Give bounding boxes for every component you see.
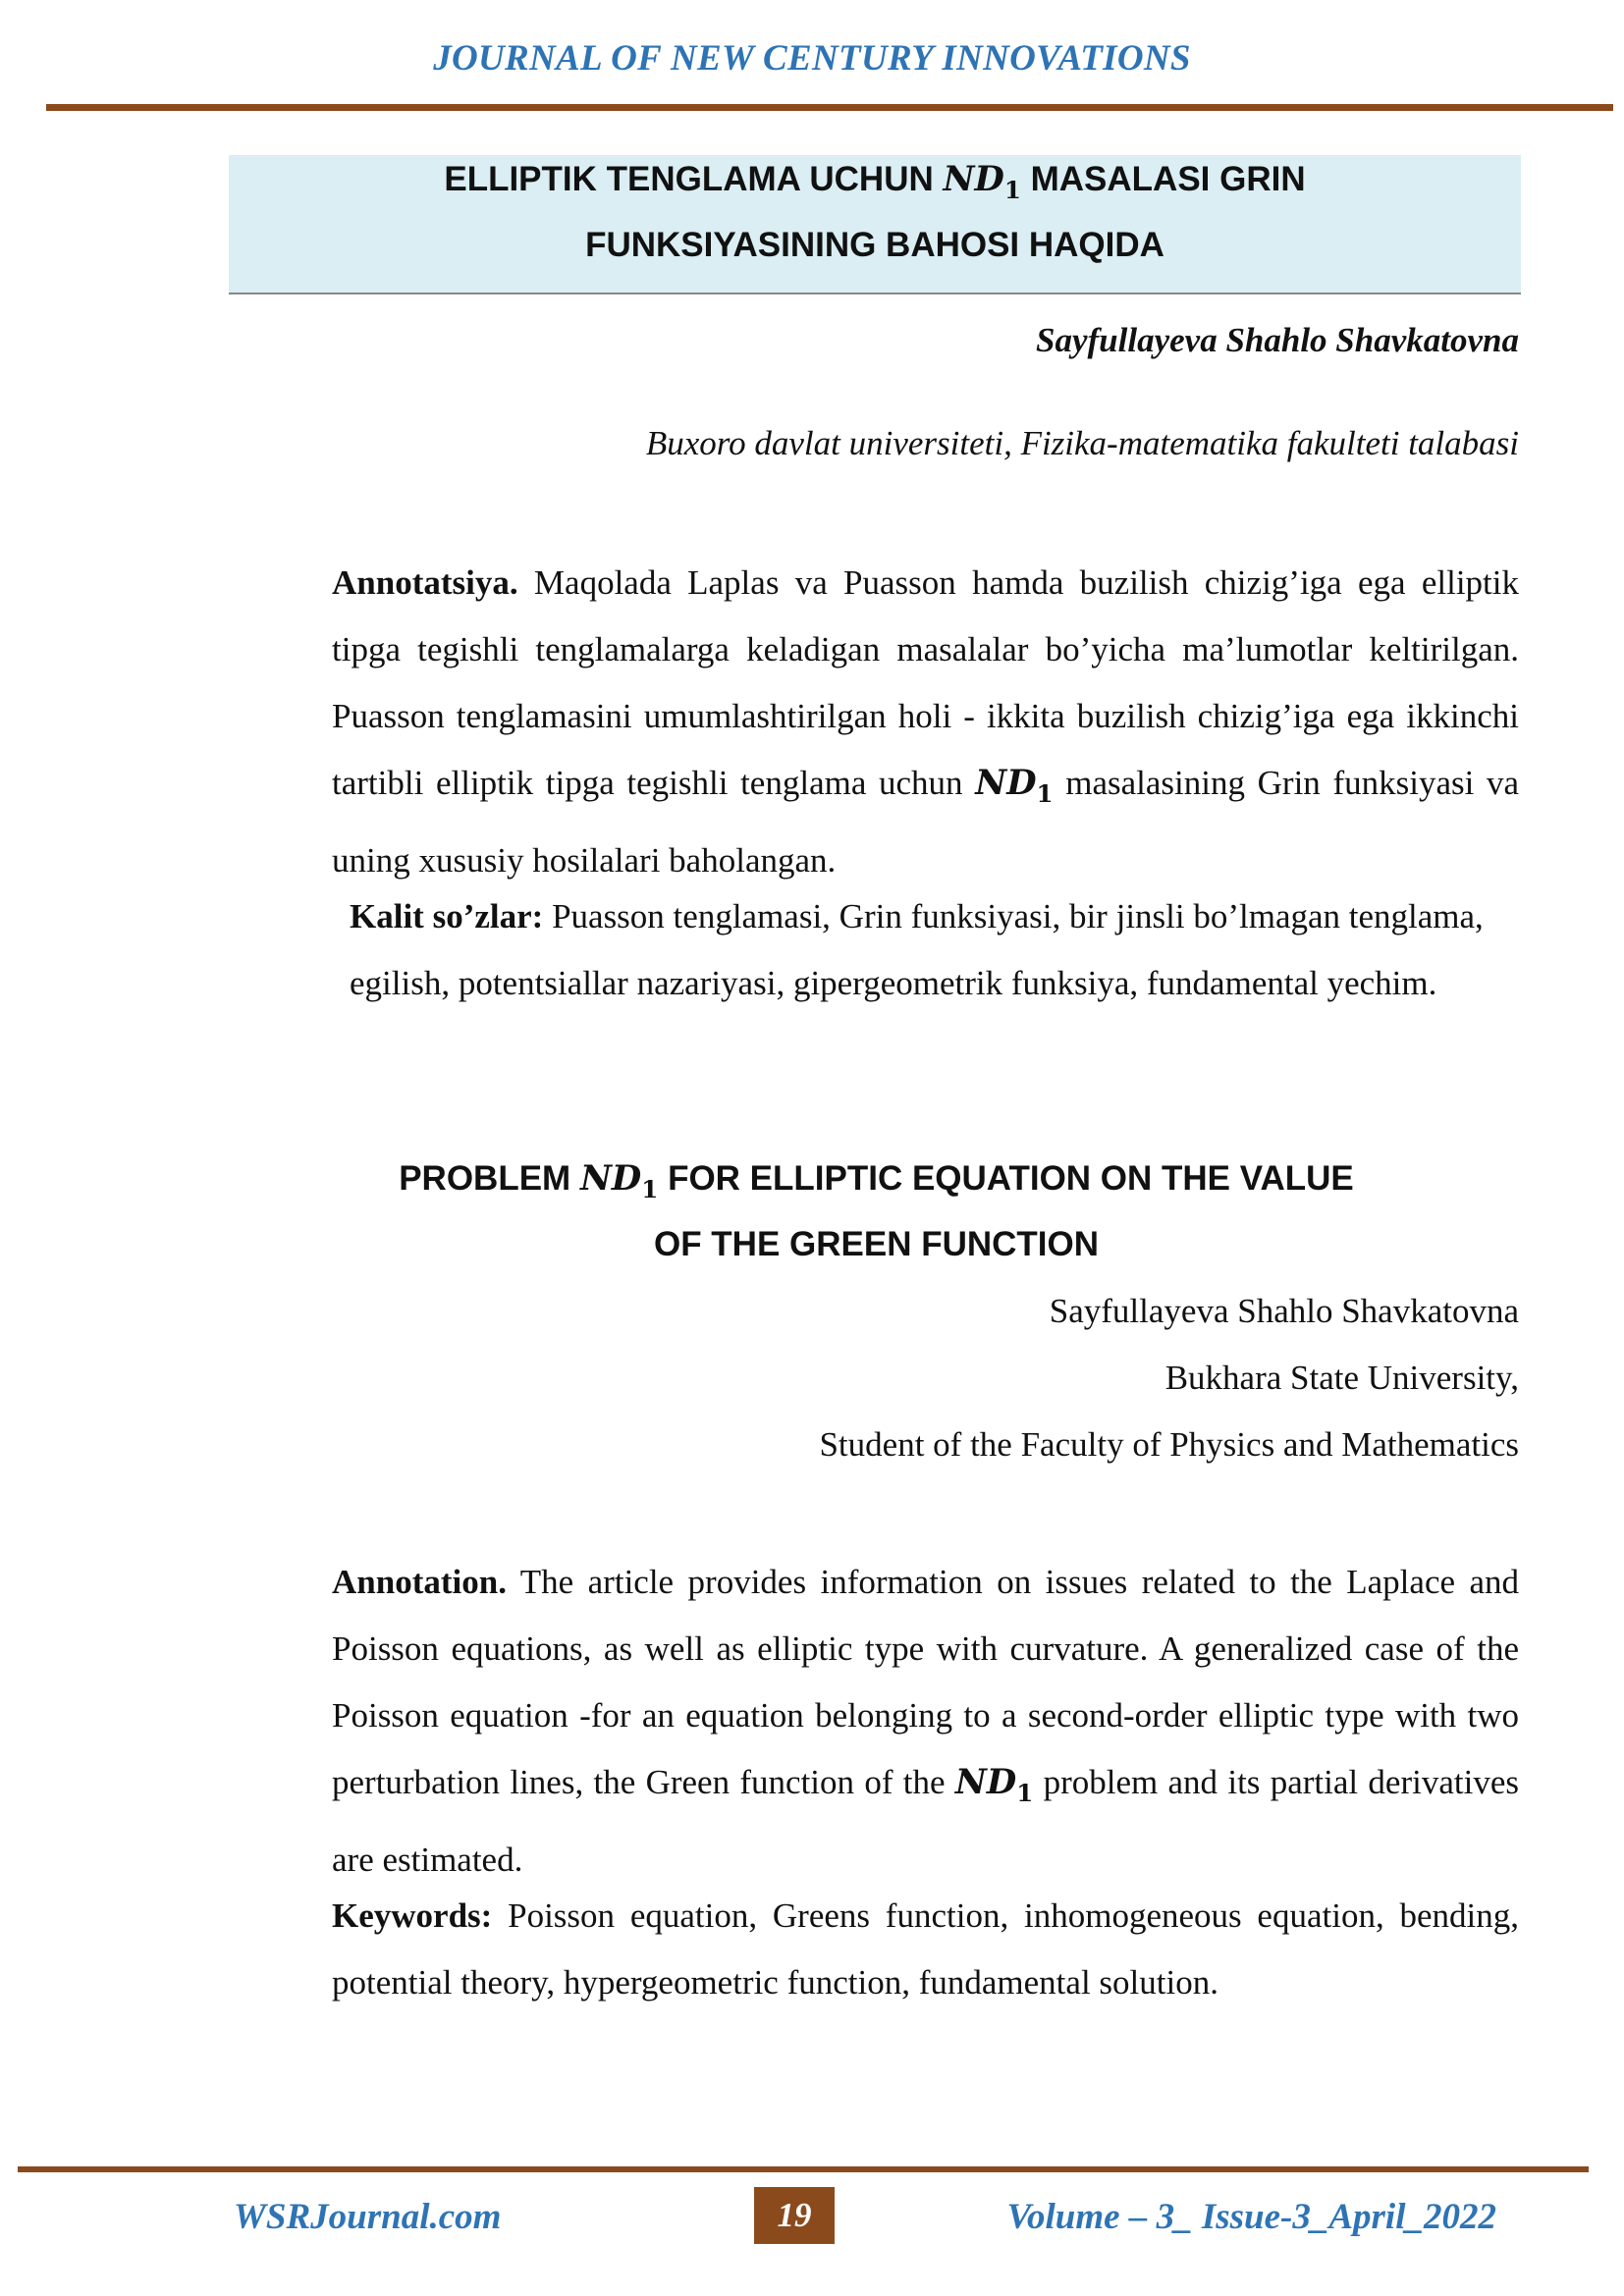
uz-annotation-text2: masalasining Grin funksiyasi va uning xususiy hosilalari baholangan. — [332, 764, 1520, 880]
en-title-post: FOR ELLIPTIC EQUATION ON THE VALUE — [658, 1159, 1354, 1198]
uz-title-pre: ELLIPTIK TENGLAMA UCHUN — [444, 160, 944, 198]
uz-affiliation: Buxoro davlat universiteti, Fizika-matematika fakulteti talabasi — [645, 424, 1519, 462]
uz-keywords — [234, 883, 1490, 1017]
en-author: Sayfullayeva Shahlo Shavkatovna — [1049, 1292, 1519, 1330]
en-title-line1 — [234, 1158, 1519, 1203]
uz-author: Sayfullayeva Shahlo Shavkatovna — [1036, 321, 1519, 359]
footer-site-link[interactable]: WSRJournal.com — [234, 2197, 502, 2237]
uz-keywords-text: Puasson tenglamasi, Grin funksiyasi, bir jinsli bo’lmagan tenglama, egilish, potentsiallar nazariyasi, gipergeometrik funksiya, fundamental yechim. — [350, 897, 1484, 1002]
nd1-math: $ND_1$ — [954, 1762, 1034, 1807]
en-keywords-label: Keywords: — [332, 1896, 493, 1935]
en-affiliation-line2: Student of the Faculty of Physics and Mathematics — [819, 1425, 1519, 1464]
uz-title-post: MASALASI GRIN — [1020, 160, 1306, 198]
en-keywords — [234, 1883, 1519, 2016]
nd1-math: $ND_1$ — [975, 763, 1054, 808]
en-annotation-text2: problem and its partial derivatives are estimated. — [332, 1763, 1519, 1879]
journal-title: JOURNAL OF NEW CENTURY INNOVATIONS — [433, 38, 1191, 79]
uz-title-line1 — [229, 159, 1521, 204]
en-annotation — [234, 1549, 1519, 1894]
nd1-math: $ND_1$ — [943, 159, 1021, 204]
en-keywords-text: Poisson equation, Greens function, inhomogeneous equation, bending, potential theory, hypergeometric function, fundamental solution. — [332, 1896, 1519, 2002]
uz-keywords-label: Kalit so’zlar: — [350, 897, 544, 935]
uz-annotation — [234, 550, 1519, 894]
header-rule — [46, 104, 1613, 111]
uz-annotation-text1: Maqolada Laplas va Puasson hamda buzilish chizig’iga ega elliptik tipga tegishli tenglamalarga keladigan masalalar bo’yicha ma’lumotlar keltirilgan. Puasson tenglamasini umumlashtirilgan holi - ikkita buzilish chizig’iga ega ikkinchi tartibli elliptik tipga tegishli tenglama uchun — [332, 563, 1519, 802]
en-annotation-text1: The article provides information on issues related to the Laplace and Poisson equations, as well as elliptic type with curvature. A generalized case of the Poisson equation -for an equation belonging to a second-order elliptic type with two perturbation lines, the Green function of the — [332, 1563, 1519, 1801]
en-title-line2: OF THE GREEN FUNCTION — [653, 1225, 1100, 1263]
uz-title-line2: FUNKSIYASINING BAHOSI HAQIDA — [585, 226, 1164, 264]
page-number: 19 — [754, 2187, 835, 2244]
en-title-pre: PROBLEM — [399, 1159, 580, 1198]
nd1-math: $ND_1$ — [579, 1158, 659, 1203]
footer-rule — [18, 2166, 1589, 2172]
footer-volume: Volume – 3_ Issue-3_April_2022 — [1006, 2197, 1496, 2237]
en-annotation-label: Annotation. — [332, 1563, 507, 1601]
en-affiliation-line1: Bukhara State University, — [1164, 1359, 1519, 1397]
uz-annotation-label: Annotatsiya. — [332, 563, 518, 602]
